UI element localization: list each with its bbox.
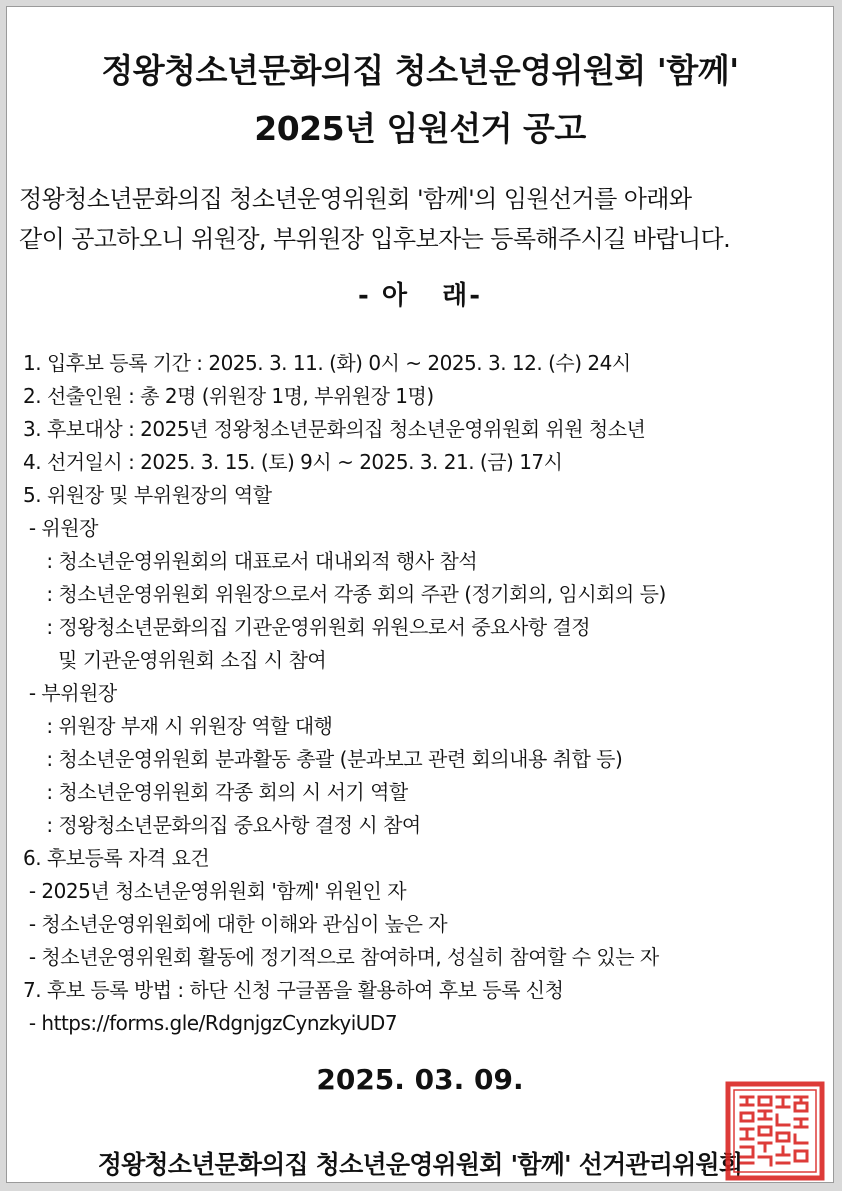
registration-link[interactable]: - https://forms.gle/RdgnjgzCynzkyiUD7 bbox=[23, 1011, 398, 1035]
notice-item: 및 기관운영위원회 소집 시 참여 bbox=[23, 648, 327, 672]
notice-item: - 청소년운영위원회 활동에 정기적으로 참여하며, 성실히 참여할 수 있는 자 bbox=[23, 945, 659, 969]
notice-item: : 정왕청소년문화의집 기관운영위원회 위원으로서 중요사항 결정 bbox=[23, 615, 591, 639]
notice-item: 3. 후보대상 : 2025년 정왕청소년문화의집 청소년운영위원회 위원 청소년 bbox=[23, 417, 646, 441]
notice-item: : 정왕청소년문화의집 중요사항 결정 시 참여 bbox=[23, 813, 421, 837]
notice-item: 7. 후보 등록 방법 : 하단 신청 구글폼을 활용하여 후보 등록 신청 bbox=[23, 978, 564, 1002]
below-heading: - 아 래- bbox=[357, 281, 483, 311]
notice-item: - 위원장 bbox=[23, 516, 98, 540]
official-seal-icon bbox=[725, 1081, 825, 1181]
issuer-name: 정왕청소년문화의집 청소년운영위원회 '함께' 선거관리위원회 bbox=[97, 1150, 743, 1179]
intro-line-1: 정왕청소년문화의집 청소년운영위원회 '함께'의 임원선거를 아래와 bbox=[19, 185, 692, 213]
notice-item: 5. 위원장 및 부위원장의 역할 bbox=[23, 483, 272, 507]
notice-item: 4. 선거일시 : 2025. 3. 15. (토) 9시 ~ 2025. 3. 21. (금) 17시 bbox=[23, 450, 563, 474]
intro-line-2: 같이 공고하오니 위원장, 부위원장 입후보자는 등록해주시길 바랍니다. bbox=[19, 225, 731, 253]
notice-item: - 부위원장 bbox=[23, 681, 117, 705]
notice-item: 2. 선출인원 : 총 2명 (위원장 1명, 부위원장 1명) bbox=[23, 384, 434, 408]
notice-page bbox=[6, 6, 834, 1183]
notice-items bbox=[23, 347, 666, 1040]
notice-date: 2025. 03. 09. bbox=[316, 1063, 524, 1096]
notice-item: : 청소년운영위원회 분과활동 총괄 (분과보고 관련 회의내용 취합 등) bbox=[23, 747, 623, 771]
notice-item: 1. 입후보 등록 기간 : 2025. 3. 11. (화) 0시 ~ 2025. 3. 12. (수) 24시 bbox=[23, 351, 631, 375]
title-line-1: 정왕청소년문화의집 청소년운영위원회 '함께' bbox=[101, 51, 739, 90]
notice-item: 6. 후보등록 자격 요건 bbox=[23, 846, 210, 870]
notice-item: : 청소년운영위원회 위원장으로서 각종 회의 주관 (정기회의, 임시회의 등) bbox=[23, 582, 666, 606]
notice-item: : 위원장 부재 시 위원장 역할 대행 bbox=[23, 714, 333, 738]
notice-item: : 청소년운영위원회 각종 회의 시 서기 역할 bbox=[23, 780, 408, 804]
notice-item: : 청소년운영위원회의 대표로서 대내외적 행사 참석 bbox=[23, 549, 478, 573]
title-line-2: 2025년 임원선거 공고 bbox=[254, 109, 586, 148]
notice-item: - 청소년운영위원회에 대한 이해와 관심이 높은 자 bbox=[23, 912, 448, 936]
notice-item: - 2025년 청소년운영위원회 '함께' 위원인 자 bbox=[23, 879, 407, 903]
